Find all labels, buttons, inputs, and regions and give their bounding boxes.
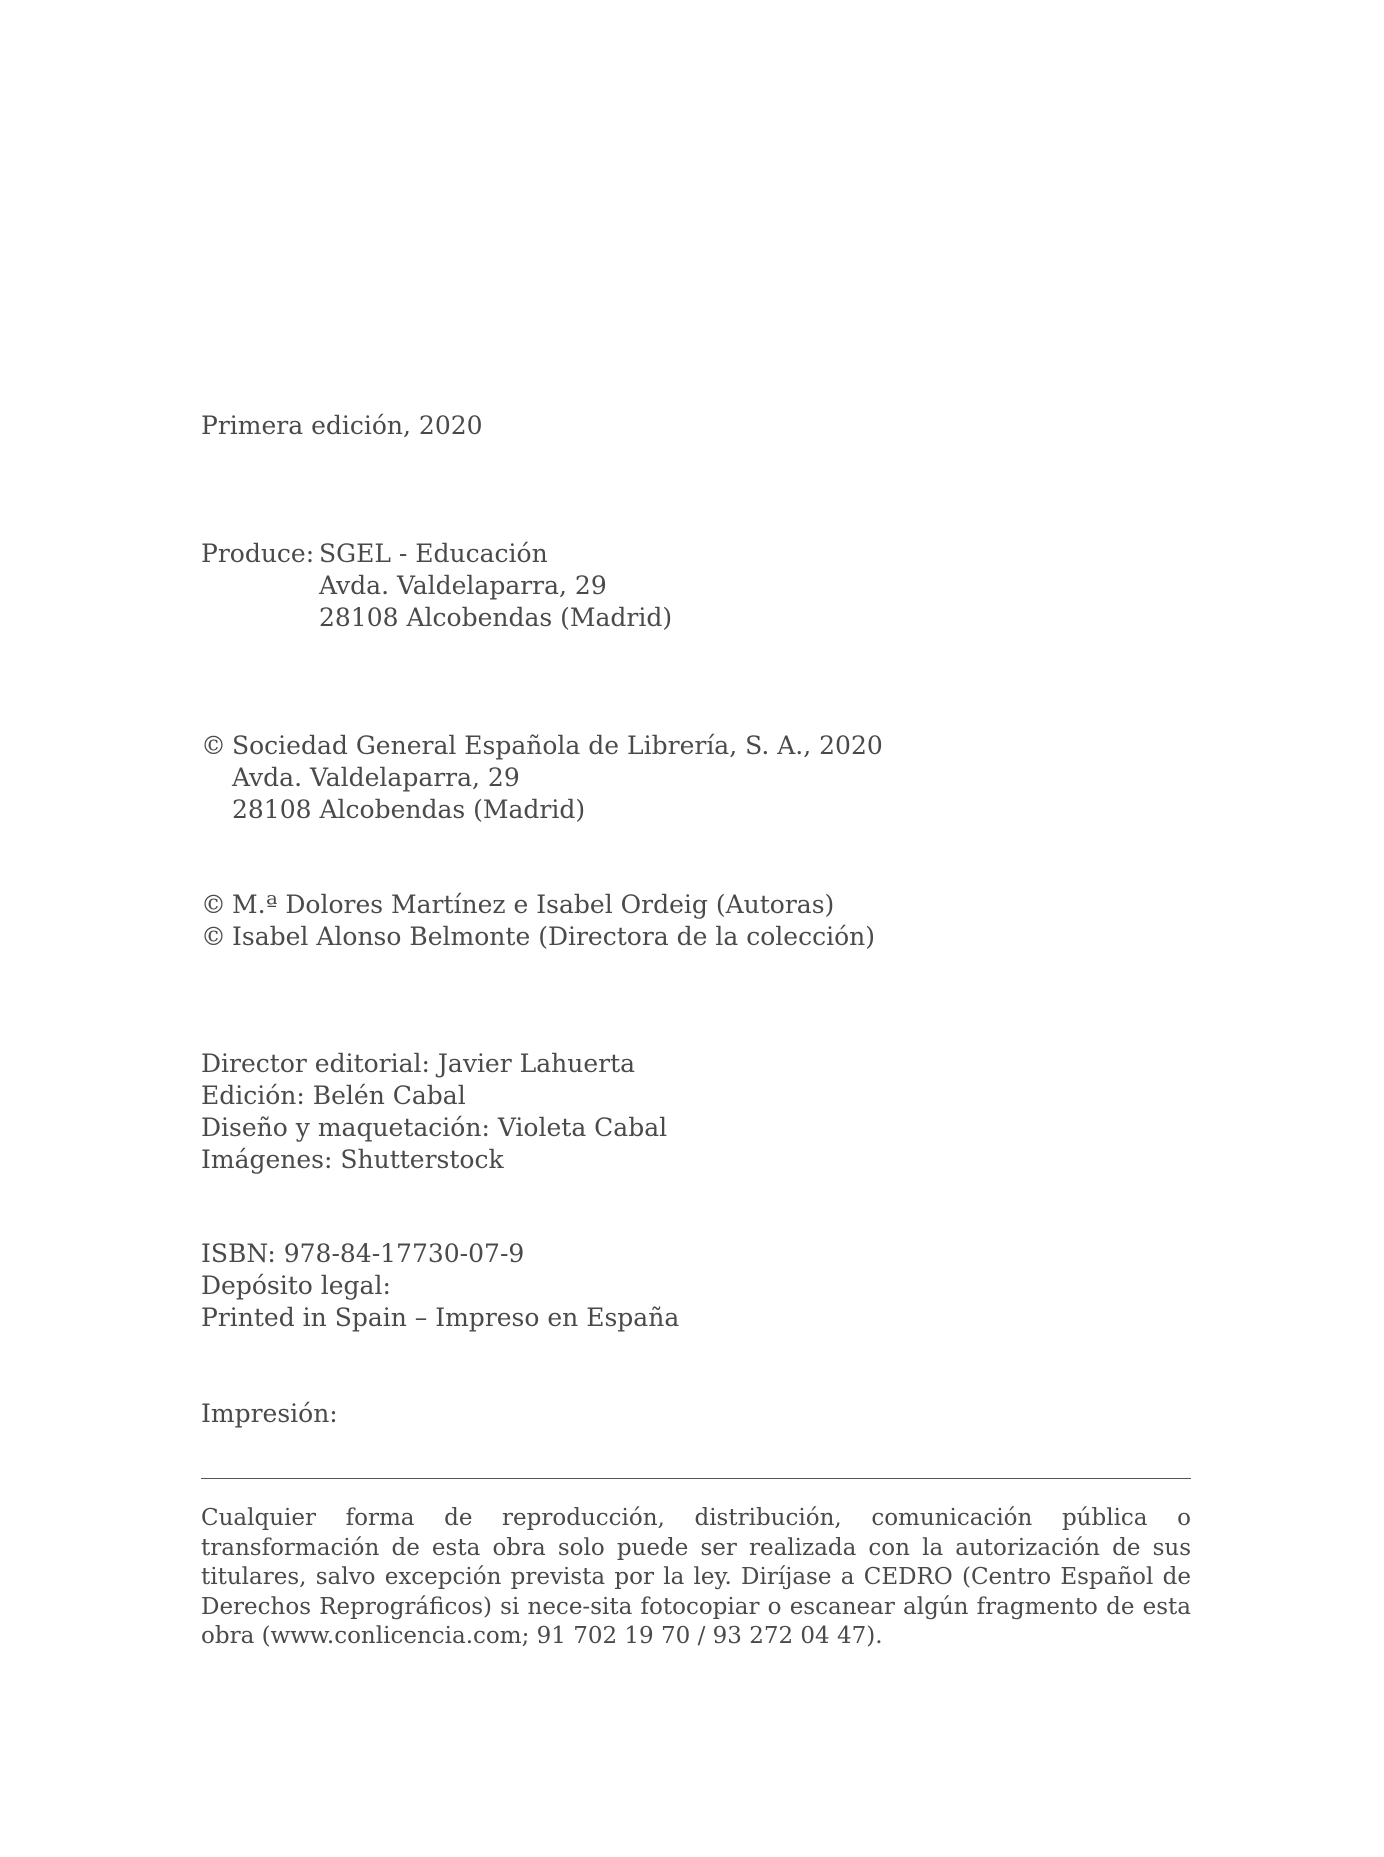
publication-block (201, 1238, 679, 1334)
produce-line-2: Avda. Valdelaparra, 29 (319, 571, 607, 600)
authors-text: M.ª Dolores Martínez e Isabel Ordeig (Autoras) (232, 890, 835, 919)
edition-line: Primera edición, 2020 (201, 411, 483, 440)
credit-line: Imágenes: Shutterstock (201, 1145, 504, 1174)
publisher-line-2: Avda. Valdelaparra, 29 (232, 763, 520, 792)
collection-director-text: Isabel Alonso Belmonte (Directora de la colección) (232, 922, 875, 951)
copyright-symbol: © (201, 731, 226, 760)
produce-block (201, 538, 672, 634)
produce-line-3: 28108 Alcobendas (Madrid) (319, 603, 673, 632)
legal-notice: Cualquier forma de reproducción, distribución, comunicación pública o transformación de esta obra solo puede ser realizada con la autorización de sus titulares, salvo excepción prevista por la ley. Diríjase a CEDRO (Centro Español de Derechos Reprográficos) si nece-sita fotocopiar o escanear algún fragmento de esta obra (www.conlicencia.com; 91 702 19 70 / 93 272 04 47). (201, 1505, 1191, 1649)
credits-block (201, 1048, 667, 1176)
printing-block (201, 1398, 338, 1430)
copyright-symbol: © (201, 890, 226, 919)
printing-line: Impresión: (201, 1399, 338, 1428)
produce-label: Produce: (201, 539, 315, 568)
produce-line-1: SGEL - Educación (319, 539, 548, 568)
publisher-line-3: 28108 Alcobendas (Madrid) (232, 795, 586, 824)
credit-line: Edición: Belén Cabal (201, 1081, 466, 1110)
publisher-copyright-block (201, 730, 883, 826)
author-copyright-row (201, 889, 875, 921)
credit-line: Diseño y maquetación: Violeta Cabal (201, 1113, 668, 1142)
legal-deposit-line: Depósito legal: (201, 1271, 391, 1300)
edition-text (201, 410, 483, 442)
divider (201, 1478, 1191, 1479)
printed-in-line: Printed in Spain – Impreso en España (201, 1303, 680, 1332)
credit-line: Director editorial: Javier Lahuerta (201, 1049, 636, 1078)
author-copyright-row (201, 921, 875, 953)
publisher-line-1: Sociedad General Española de Librería, S. A., 2020 (232, 731, 883, 760)
isbn-line: ISBN: 978-84-17730-07-9 (201, 1239, 525, 1268)
copyright-symbol: © (201, 922, 226, 951)
author-copyright-block (201, 889, 875, 953)
